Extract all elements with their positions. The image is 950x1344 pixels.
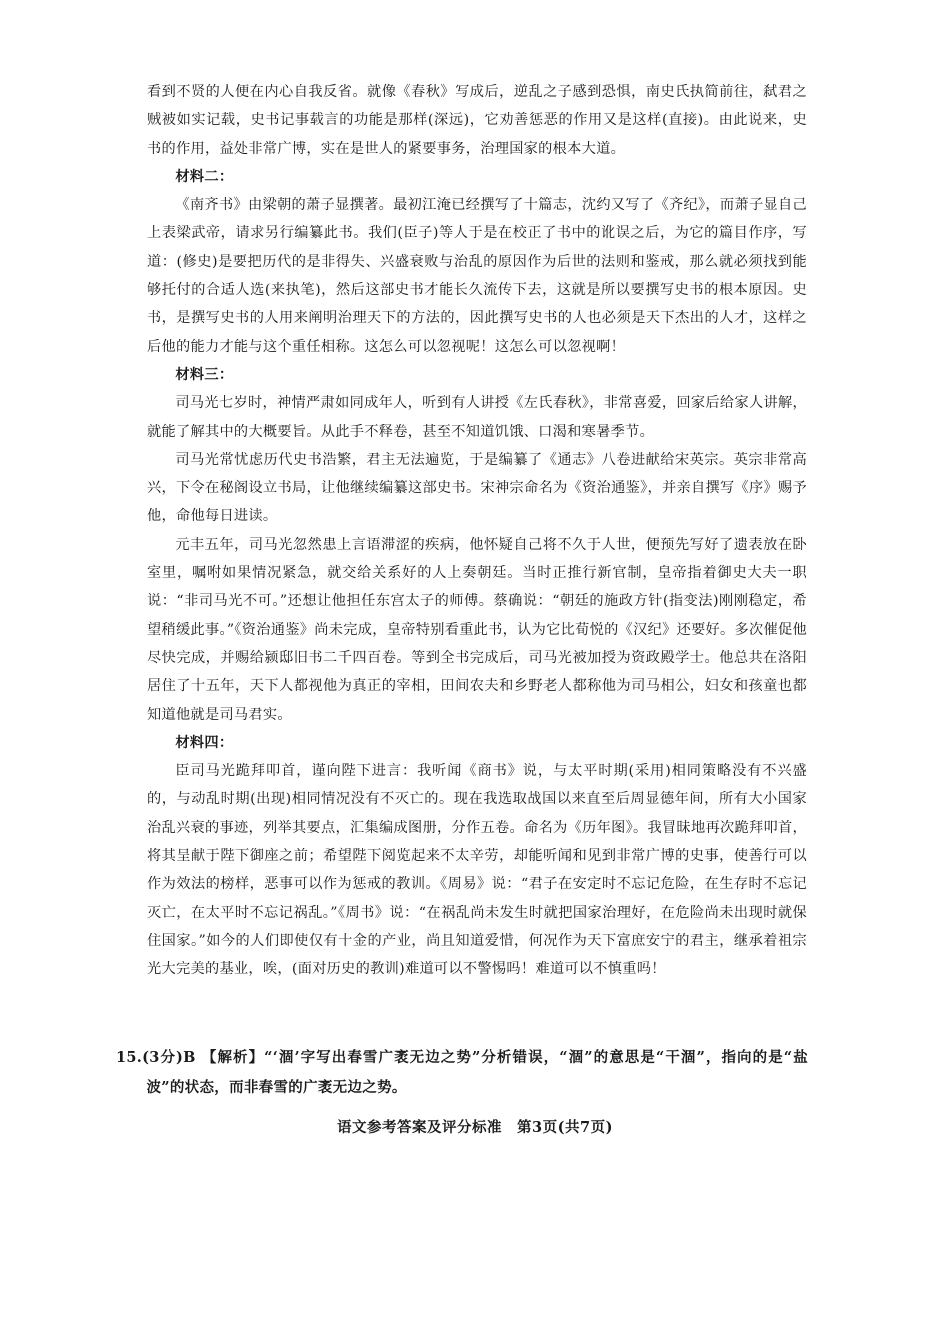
answer-body (147, 78, 807, 984)
paragraph-material-2: 《南齐书》由梁朝的萧子显撰著。最初江淹已经撰写了十篇志，沈约又写了《齐纪》，而萧子显自己上表梁武帝，请求另行编纂此书。我们(臣子)等人于是在校正了书中的讹误之后，为它的篇目作序，写道：(修史)是要把历代的是非得失、兴盛衰败与治乱的原因作为后世的法则和鉴戒，那么就必须找到能够托付的合适人选(来执笔)，然后这部史书才能长久流传下去，这就是所以要撰写史书的根本原因。史书，是撰写史书的人用来阐明治理天下的方法的，因此撰写史书的人也必须是天下杰出的人才，这样之后他的能力才能与这个重任相称。这怎么可以忽视呢！这怎么可以忽视啊！ (147, 197, 807, 355)
heading-material-2: 材料二： (175, 168, 234, 185)
answer-15-text: 15.(3分)B 【解析】“‘涸’字写出春雪广袤无边之势”分析错误，“涸”的意思是“干涸”，指向的是“盐波”的状态，而非春雪的广袤无边之势。 (116, 1049, 808, 1096)
paragraph-material-3c: 元丰五年，司马光忽然患上言语滞涩的疾病，他怀疑自己将不久于人世，便预先写好了遗表放在卧室里，嘱咐如果情况紧急，就交给关系好的人上奏朝廷。当时正推行新官制，皇帝指着御史大夫一职说：“非司马光不可。”还想让他担任东宫太子的师傅。蔡确说：“朝廷的施政方针(指变法)刚刚稳定，希望稍缓此事。”《资治通鉴》尚未完成，皇帝特别看重此书，认为它比荀悦的《汉纪》还要好。多次催促他尽快完成，并赐给颍邸旧书二千四百卷。等到全书完成后，司马光被加授为资政殿学士。他总共在洛阳居住了十五年，天下人都视他为真正的宰相，田间农夫和乡野老人都称他为司马相公，妇女和孩童也都知道他就是司马君实。 (147, 536, 807, 723)
heading-material-3: 材料三： (175, 366, 234, 383)
question-15-answer (116, 1043, 808, 1103)
paragraph-material-3a: 司马光七岁时，神情严肃如同成年人，听到有人讲授《左氏春秋》，非常喜爱，回家后给家人讲解，就能了解其中的大概要旨。从此手不释卷，甚至不知道饥饿、口渴和寒暑季节。 (147, 395, 807, 440)
paragraph-material-4: 臣司马光跪拜叩首，谨向陛下进言：我听闻《商书》说，与太平时期(采用)相同策略没有不兴盛的，与动乱时期(出现)相同情况没有不灭亡的。现在我选取战国以来直至后周显德年间，所有大小国家治乱兴衰的事迹，列举其要点，汇集编成图册，分作五卷。命名为《历年图》。我冒昧地再次跪拜叩首，将其呈献于陛下御座之前；希望陛下阅览起来不太辛劳，却能听闻和见到非常广博的史事，使善行可以作为效法的榜样，恶事可以作为惩戒的教训。《周易》说：“君子在安定时不忘记危险，在生存时不忘记灭亡，在太平时不忘记祸乱。”《周书》说：“在祸乱尚未发生时就把国家治理好，在危险尚未出现时就保住国家。”如今的人们即使仅有十金的产业，尚且知道爱惜，何况作为天下富庶安宁的君主，继承着祖宗光大完美的基业，唉，(面对历史的教训)难道可以不警惕吗！难道可以不慎重吗！ (147, 763, 807, 978)
paragraph-material-3b: 司马光常忧虑历代史书浩繁，君主无法遍览，于是编纂了《通志》八卷进献给宋英宗。英宗非常高兴，下令在秘阁设立书局，让他继续编纂这部史书。宋神宗命名为《资治通鉴》，并亲自撰写《序》赐予他，命他每日进读。 (147, 451, 807, 525)
page-footer: 语文参考答案及评分标准 第3页(共7页) (337, 1119, 613, 1136)
paragraph-intro: 看到不贤的人便在内心自我反省。就像《春秋》写成后，逆乱之子感到恐惧，南史氏执简前往，弑君之贼被如实记载，史书记事载言的功能是那样(深远)，它劝善惩恶的作用又是这样(直接)。由此说来，史书的作用，益处非常广博，实在是世人的紧要事务，治理国家的根本大道。 (147, 84, 807, 157)
heading-material-4: 材料四： (175, 734, 234, 751)
